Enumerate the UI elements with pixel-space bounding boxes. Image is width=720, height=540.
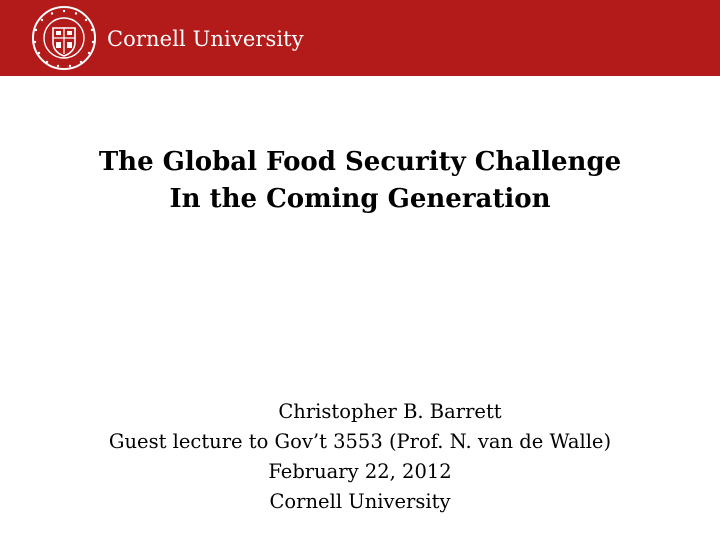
- cornell-seal-logo: [28, 4, 100, 72]
- event-line: Guest lecture to Gov’t 3553 (Prof. N. van de Walle): [108, 430, 612, 453]
- title-line-2: In the Coming Generation: [169, 184, 551, 214]
- institution-line: Cornell University: [269, 490, 451, 513]
- author-name: Christopher B. Barrett: [278, 400, 502, 423]
- brand-name: Cornell University: [107, 27, 304, 51]
- title-line-1: The Global Food Security Challenge: [98, 147, 622, 177]
- date-line: February 22, 2012: [268, 460, 452, 483]
- slide-title: [0, 144, 720, 218]
- byline: [0, 397, 720, 517]
- header-bar: [0, 0, 720, 76]
